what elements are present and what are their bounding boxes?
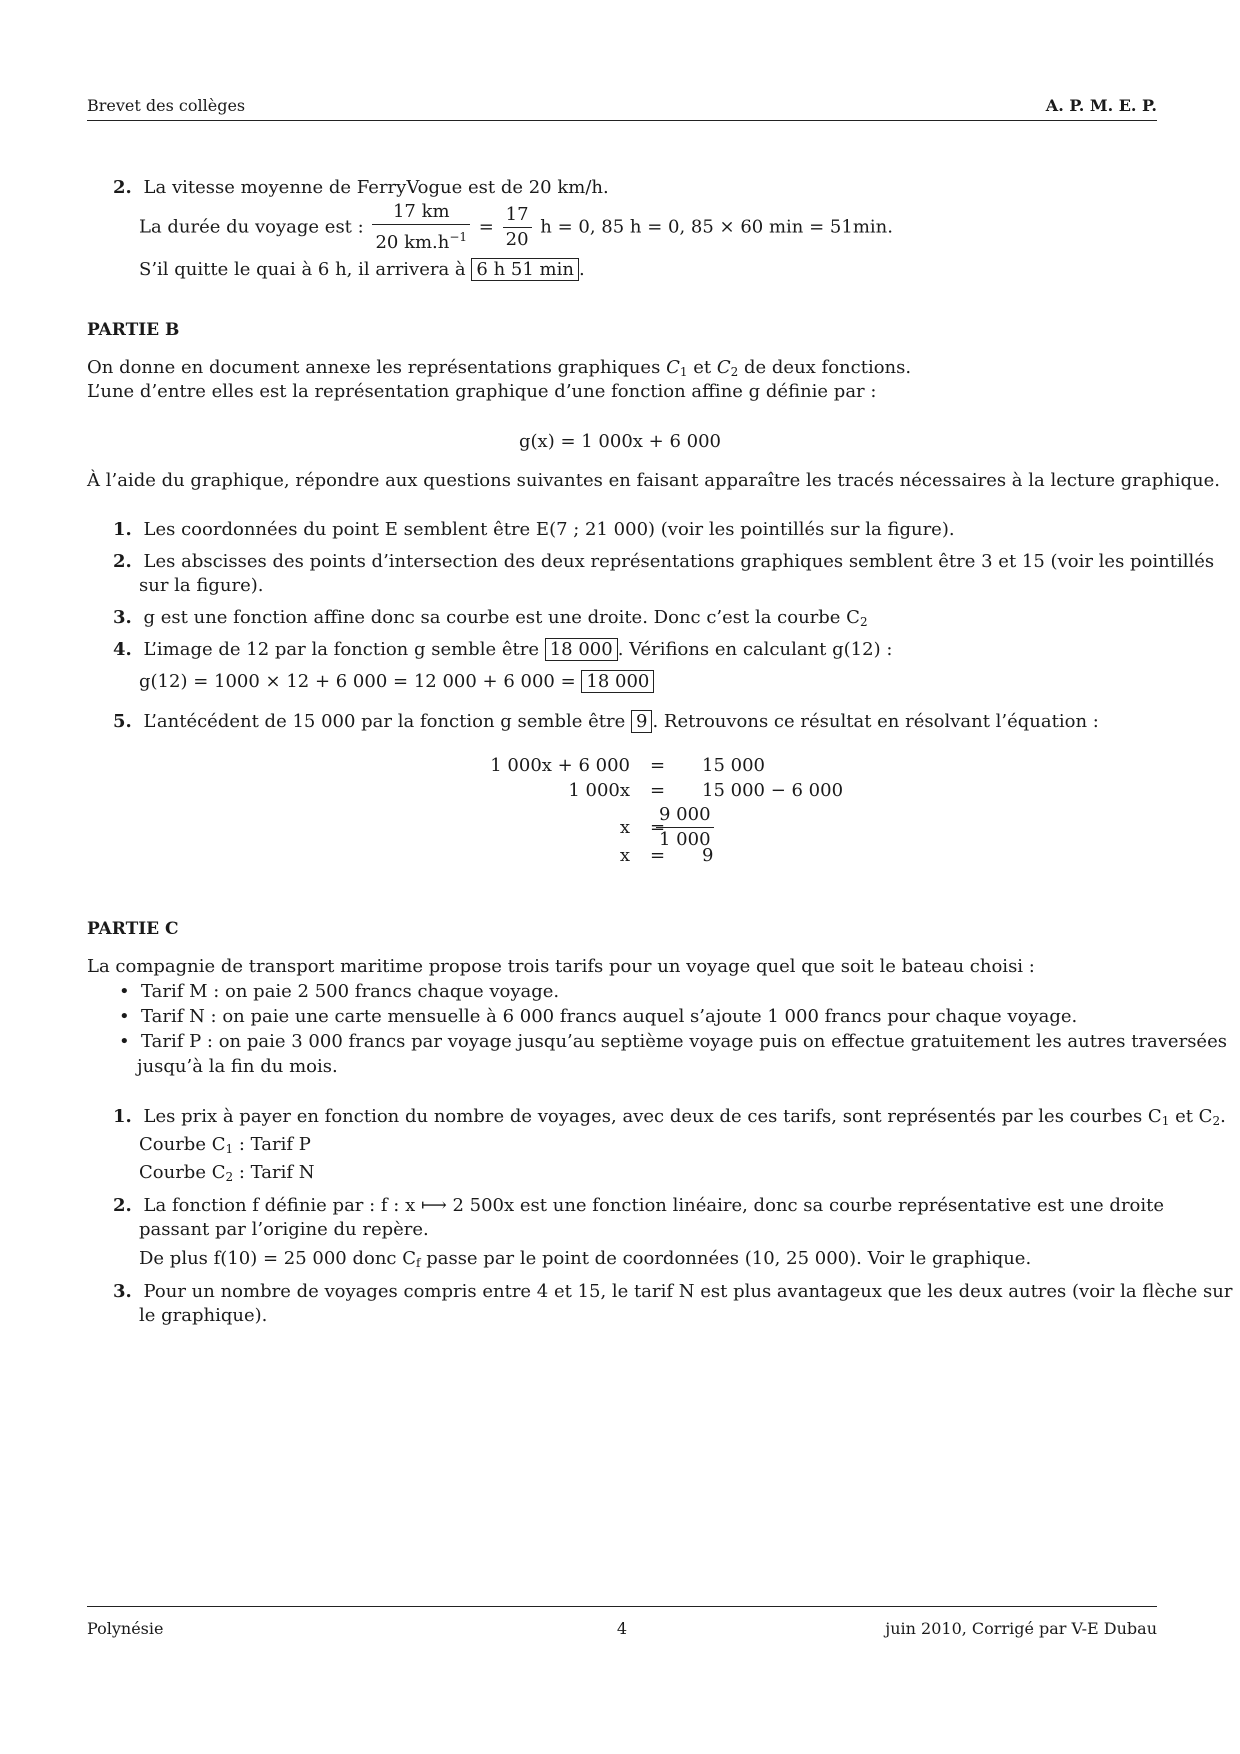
- partA-q2-line3: S’il quitte le quai à 6 h, il arrivera à 6 h 51 min .: [139, 259, 585, 280]
- partC-q1: 1. Les prix à payer en fonction du nombre de voyages, avec deux de ces tarifs, sont représentés par les courbes $C_1$ et $C_2$.: [113, 1106, 1226, 1128]
- partB-intro2: L’une d’entre elles est la représentation graphique d’une fonction affine g définie par :: [87, 381, 877, 402]
- partB-item-3: 3. g est une fonction affine donc sa courbe est une droite. Donc c’est la courbe $C_2$: [113, 607, 868, 629]
- partB-item-2-cont: sur la figure).: [139, 575, 264, 596]
- answer-box-antecedent: 9: [631, 710, 652, 733]
- partB-instruction: À l’aide du graphique, répondre aux questions suivantes en faisant apparaître les tracés nécessaires à la lecture graphique.: [87, 470, 1220, 491]
- answer-box-g12: 18 000: [581, 670, 654, 693]
- page-number: 4: [616, 1619, 628, 1638]
- partC-q3-cont: le graphique).: [139, 1305, 268, 1326]
- partB-intro1: On donne en document annexe les représentations graphiques $C_1$ et $C_2$ de deux fonctions.: [87, 357, 912, 379]
- fraction-17-20: $\frac{17}{20}$: [503, 203, 532, 252]
- fraction-9000-1000: $\frac{9 000}{1 000}$: [656, 803, 714, 852]
- header-right: A. P. M. E. P.: [1045, 96, 1157, 115]
- page-header: [87, 96, 1157, 121]
- answer-box-image-12: 18 000: [545, 638, 618, 661]
- partA-q2-line2: La durée du voyage est : $\frac{17 km}{20 km.h^{-1}}$ = $\frac{17}{20}$ h = 0, 85 h = 0, 85 × 60 min = 51min.: [139, 201, 893, 253]
- footer-right: juin 2010, Corrigé par V-E Dubau: [885, 1619, 1157, 1638]
- partC-bullet-P-cont: jusqu’à la fin du mois.: [137, 1056, 338, 1077]
- partA-q2-line1: 2. La vitesse moyenne de FerryVogue est de 20 km/h.: [113, 177, 609, 198]
- partC-title: PARTIE C: [87, 919, 179, 939]
- partB-item-1: 1. Les coordonnées du point E semblent être E(7 ; 21 000) (voir les pointillés sur la figure).: [113, 519, 955, 540]
- page-footer: [87, 1606, 1157, 1643]
- partB-item-4-line2: g(12) = 1000 × 12 + 6 000 = 12 000 + 6 000 = 18 000: [139, 671, 654, 692]
- answer-box-arrival: 6 h 51 min: [471, 258, 579, 281]
- partC-q2-line3: De plus f(10) = 25 000 donc $C_f$ passe par le point de coordonnées (10, 25 000). Voir le graphique.: [139, 1248, 1032, 1270]
- partB-item-2: 2. Les abscisses des points d’intersection des deux représentations graphiques semblent être 3 et 15 (voir les pointillés: [113, 551, 1215, 572]
- header-left: Brevet des collèges: [87, 96, 246, 115]
- partC-q2-cont: passant par l’origine du repère.: [139, 1219, 429, 1240]
- partB-item-4: 4. L’image de 12 par la fonction g semble être 18 000 . Vérifions en calculant g(12) :: [113, 639, 893, 660]
- partC-q2: 2. La fonction f définie par : f : x ⟼ 2 500x est une fonction linéaire, donc sa courbe représentative est une droite: [113, 1195, 1165, 1216]
- partC-q1-curve1: Courbe $C_1$ : Tarif P: [139, 1134, 311, 1156]
- partB-formula: g(x) = 1 000x + 6 000: [519, 431, 721, 452]
- partC-q1-curve2: Courbe $C_2$ : Tarif N: [139, 1162, 315, 1184]
- fraction-speed: $\frac{17 km}{20 km.h^{-1}}$: [372, 200, 470, 255]
- partC-bullet-M: • Tarif M : on paie 2 500 francs chaque voyage.: [141, 981, 559, 1002]
- partB-title: PARTIE B: [87, 320, 180, 340]
- partC-bullet-N: • Tarif N : on paie une carte mensuelle à 6 000 francs auquel s’ajoute 1 000 francs pour chaque voyage.: [141, 1006, 1077, 1027]
- partC-bullet-P: • Tarif P : on paie 3 000 francs par voyage jusqu’au septième voyage puis on effectue gratuitement les autres traversées: [141, 1031, 1227, 1052]
- partC-q3: 3. Pour un nombre de voyages compris entre 4 et 15, le tarif N est plus avantageux que les deux autres (voir la flèche sur: [113, 1281, 1233, 1302]
- footer-left: Polynésie: [87, 1619, 164, 1638]
- partC-intro: La compagnie de transport maritime propose trois tarifs pour un voyage quel que soit le bateau choisi :: [87, 956, 1035, 977]
- partB-item-5: 5. L’antécédent de 15 000 par la fonction g semble être 9 . Retrouvons ce résultat en résolvant l’équation :: [113, 711, 1099, 732]
